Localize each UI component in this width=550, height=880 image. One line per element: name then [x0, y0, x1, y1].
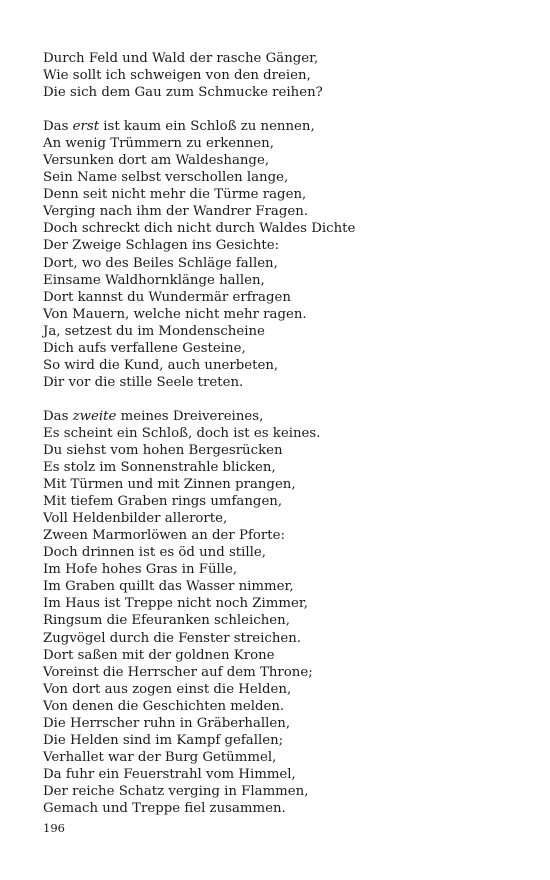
verse-text: Dort kannst du Wundermär erfragen	[43, 289, 291, 305]
verse-line	[43, 664, 533, 681]
verse-line	[43, 766, 533, 783]
verse-text: meines Dreivereines,	[116, 408, 264, 424]
verse-line	[43, 135, 533, 152]
verse-line	[43, 612, 533, 629]
verse-text: Dir vor die stille Seele treten.	[43, 374, 244, 390]
emphasized-word: erst	[72, 119, 100, 135]
page-number: 196	[43, 821, 65, 835]
verse-line	[43, 169, 533, 186]
verse-line	[43, 800, 533, 817]
verse-text: Im Haus ist Treppe nicht noch Zimmer,	[43, 596, 308, 612]
verse-text: Im Graben quillt das Wasser nimmer,	[43, 579, 294, 595]
verse-text: Wie sollt ich schweigen von den dreien,	[43, 68, 311, 84]
verse-line	[43, 783, 533, 800]
verse-text: Du siehst vom hohen Bergesrücken	[43, 442, 283, 458]
verse-text: Sein Name selbst verschollen lange,	[43, 170, 289, 186]
verse-line	[43, 476, 533, 493]
verse-line	[43, 561, 533, 578]
verse-line	[43, 323, 533, 340]
verse-line	[43, 493, 533, 510]
verse-text: Zween Marmorlöwen an der Pforte:	[43, 528, 285, 544]
verse-line	[43, 681, 533, 698]
verse-text: Der Zweige Schlagen ins Gesichte:	[43, 238, 280, 254]
verse-text: Voreinst die Herrscher auf dem Throne;	[43, 664, 313, 680]
stanza	[43, 408, 533, 817]
verse-line	[43, 186, 533, 203]
verse-line	[43, 255, 533, 272]
stanza	[43, 118, 533, 391]
verse-line	[43, 408, 533, 425]
emphasized-word: zweite	[72, 408, 117, 424]
verse-text: Die Herrscher ruhn in Gräberhallen,	[43, 715, 291, 731]
verse-line	[43, 272, 533, 289]
verse-line	[43, 544, 533, 561]
verse-line	[43, 425, 533, 442]
verse-line	[43, 237, 533, 254]
verse-line	[43, 647, 533, 664]
verse-line	[43, 715, 533, 732]
verse-text: An wenig Trümmern zu erkennen,	[43, 136, 274, 152]
verse-text: Da fuhr ein Feuerstrahl vom Himmel,	[43, 766, 296, 782]
verse-text: Von dort aus zogen einst die Helden,	[43, 681, 292, 697]
verse-text: ist kaum ein Schloß zu nennen,	[99, 119, 315, 135]
verse-line	[43, 732, 533, 749]
verse-text: Doch schreckt dich nicht durch Waldes Dichte	[43, 221, 356, 237]
verse-text: Doch drinnen ist es öd und stille,	[43, 545, 267, 561]
verse-line	[43, 459, 533, 476]
verse-line	[43, 374, 533, 391]
verse-text: Dich aufs verfallene Gesteine,	[43, 340, 246, 356]
verse-line	[43, 152, 533, 169]
stanza	[43, 50, 533, 101]
verse-line	[43, 527, 533, 544]
verse-text: Denn seit nicht mehr die Türme ragen,	[43, 187, 307, 203]
verse-text: Dort saßen mit der goldnen Krone	[43, 647, 275, 663]
verse-text: Ringsum die Efeuranken schleichen,	[43, 613, 290, 629]
verse-text: Im Hofe hohes Gras in Fülle,	[43, 562, 238, 578]
verse-line	[43, 306, 533, 323]
verse-text: Das	[43, 408, 73, 424]
verse-line	[43, 118, 533, 135]
verse-text: Die sich dem Gau zum Schmucke reihen?	[43, 85, 323, 101]
verse-text: Mit Türmen und mit Zinnen prangen,	[43, 477, 296, 493]
verse-line	[43, 749, 533, 766]
verse-text: Ja, setzest du im Mondenscheine	[43, 323, 265, 339]
verse-line	[43, 203, 533, 220]
verse-text: Es scheint ein Schloß, doch ist es keines.	[43, 425, 321, 441]
verse-text: Durch Feld und Wald der rasche Gänger,	[43, 51, 319, 66]
verse-text: Mit tiefem Graben rings umfangen,	[43, 494, 283, 510]
verse-text: Dort, wo des Beiles Schläge fallen,	[43, 255, 278, 271]
verse-text: Der reiche Schatz verging in Flammen,	[43, 783, 309, 799]
verse-text: Verhallet war der Burg Getümmel,	[43, 749, 277, 765]
verse-line	[43, 340, 533, 357]
verse-text: Von Mauern, welche nicht mehr ragen.	[43, 306, 307, 322]
poem-body	[43, 50, 533, 834]
verse-line	[43, 630, 533, 647]
verse-text: Es stolz im Sonnenstrahle blicken,	[43, 460, 276, 476]
verse-text: Versunken dort am Waldeshange,	[43, 153, 270, 169]
verse-text: Verging nach ihm der Wandrer Fragen.	[43, 204, 309, 220]
verse-line	[43, 578, 533, 595]
verse-text: Gemach und Treppe fiel zusammen.	[43, 800, 286, 816]
verse-line	[43, 595, 533, 612]
verse-line	[43, 220, 533, 237]
verse-line	[43, 510, 533, 527]
verse-line	[43, 442, 533, 459]
verse-text: Voll Heldenbilder allerorte,	[43, 511, 228, 527]
verse-text: Einsame Waldhornklänge hallen,	[43, 272, 265, 288]
verse-text: Die Helden sind im Kampf gefallen;	[43, 732, 284, 748]
verse-line	[43, 698, 533, 715]
verse-text: Zugvögel durch die Fenster streichen.	[43, 630, 302, 646]
verse-line	[43, 357, 533, 374]
verse-line	[43, 84, 533, 101]
verse-text: Von denen die Geschichten melden.	[43, 698, 285, 714]
verse-text: Das	[43, 119, 73, 135]
verse-line	[43, 289, 533, 306]
verse-line	[43, 67, 533, 84]
verse-text: So wird die Kund, auch unerbeten,	[43, 357, 279, 373]
verse-line	[43, 50, 533, 67]
